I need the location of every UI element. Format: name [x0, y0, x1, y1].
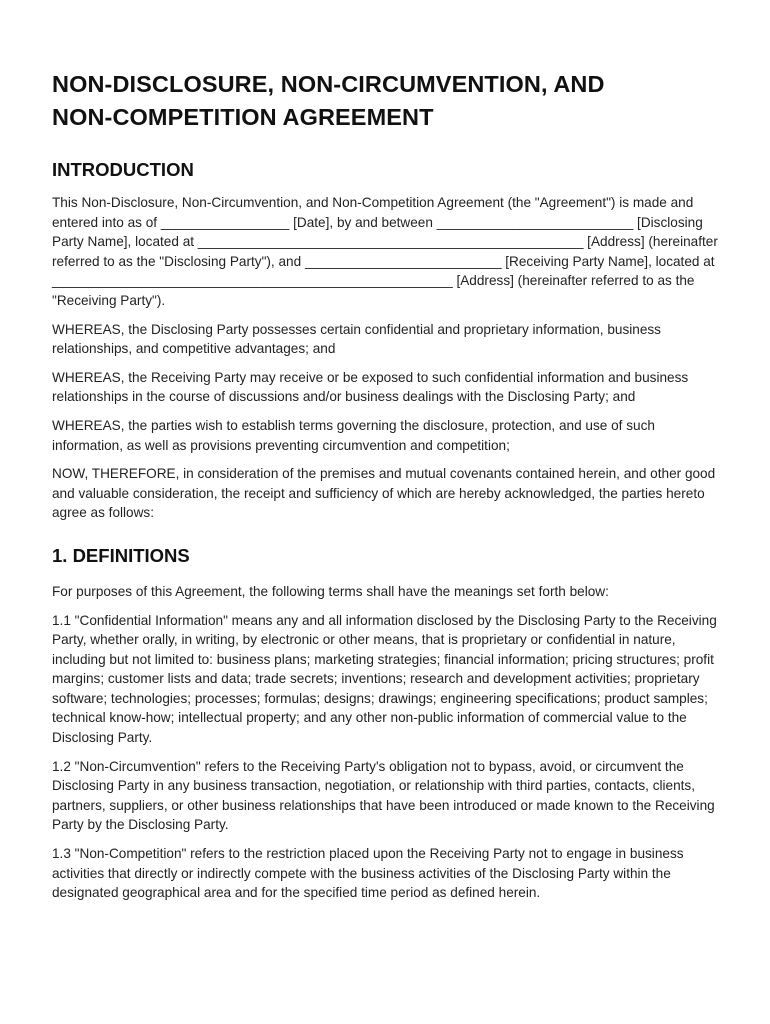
intro-paragraph-whereas-1: WHEREAS, the Disclosing Party possesses certain confidential and proprietary information, business relationships, and competitive advantages; and [52, 321, 661, 357]
intro-paragraph-now-therefore: NOW, THEREFORE, in consideration of the premises and mutual covenants contained herein, and other good and valuable consideration, the receipt and sufficiency of which are hereby acknowledged, the parties hereto agree as follows: [52, 466, 716, 521]
introduction-heading: INTRODUCTION [52, 159, 194, 180]
definitions-intro: For purposes of this Agreement, the following terms shall have the meanings set forth below: [52, 583, 609, 599]
definition-non-circumvention: 1.2 "Non-Circumvention" refers to the Receiving Party's obligation not to bypass, avoid, or circumvent the Disclosing Party in any business transaction, negotiation, or relationship with third parties, contacts, clients, partners, suppliers, or other business relationships that have been introduced or made known to the Receiving Party by the Disclosing Party. [52, 758, 715, 833]
intro-paragraph-whereas-3: WHEREAS, the parties wish to establish terms governing the disclosure, protection, and use of such information, as well as provisions preventing circumvention and competition; [52, 417, 655, 453]
document-page [52, 0, 720, 903]
intro-paragraph-whereas-2: WHEREAS, the Receiving Party may receive or be exposed to such confidential information and business relationships in the course of discussions and/or business dealings with the Disclosing Party; and [52, 369, 689, 405]
intro-paragraph-parties: This Non-Disclosure, Non-Circumvention, and Non-Competition Agreement (the "Agreement") is made and entered into as of _________________ [Date], by and between __________________________ [Disclosing Party Name], located at ___________________________________________________ [Address] (hereinafter referred to as the "Disclosing Party"), and __________________________ [Receiving Party Name], located at _____________________________________________________ [Address] (hereinafter referred to as the "Receiving Party"). [52, 195, 718, 308]
document-title-line-2: NON-COMPETITION AGREEMENT [52, 104, 434, 130]
definition-confidential-information: 1.1 "Confidential Information" means any and all information disclosed by the Disclosing Party to the Receiving Party, whether orally, in writing, by electronic or other means, that is proprietary or confidential in nature, including but not limited to: business plans; marketing strategies; financial information; pricing structures; profit margins; customer lists and data; trade secrets; inventions; research and development activities; proprietary software; technologies; processes; formulas; designs; drawings; engineering specifications; product samples; technical know-how; intellectual property; and any other non-public information of commercial value to the Disclosing Party. [52, 612, 717, 746]
definitions-heading: 1. DEFINITIONS [52, 544, 190, 566]
document-title [52, 68, 720, 134]
document-title-line-1: NON-DISCLOSURE, NON-CIRCUMVENTION, AND [52, 71, 605, 97]
definition-non-competition: 1.3 "Non-Competition" refers to the restriction placed upon the Receiving Party not to engage in business activities that directly or indirectly compete with the business activities of the Disclosing Party within the designated geographical area and for the specified time period as defined herein. [52, 846, 684, 901]
